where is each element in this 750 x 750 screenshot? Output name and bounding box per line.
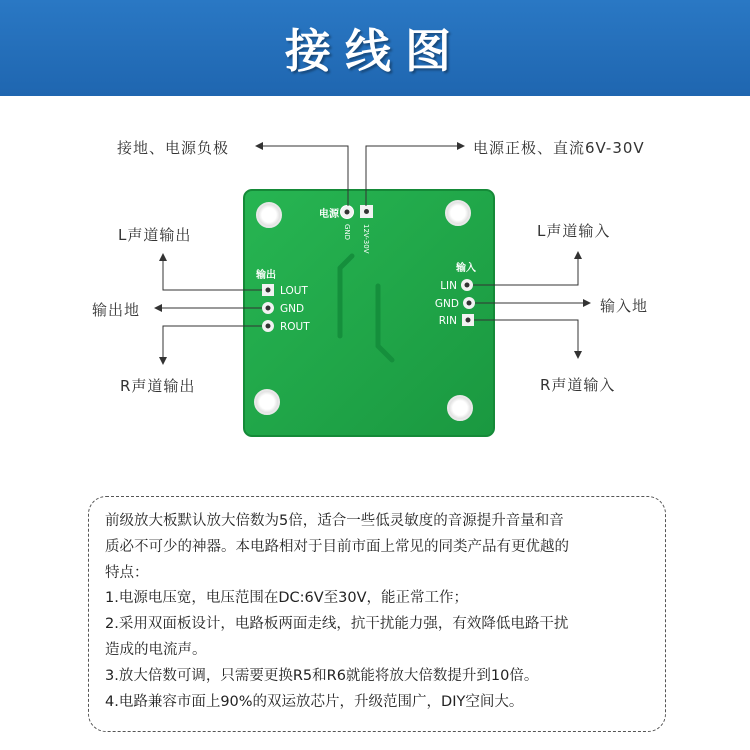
description-line: 4.电路兼容市面上90%的双运放芯片，升级范围广，DIY空间大。 <box>105 693 524 710</box>
output-pads <box>262 284 274 332</box>
description-box <box>88 496 666 732</box>
callout-r-out: R声道输出 <box>120 377 196 395</box>
description-line: 2.采用双面板设计，电路板两面走线，抗干扰能力强，有效降低电路干扰 <box>105 616 569 633</box>
page-title: 接线图 <box>285 24 465 78</box>
description-line: 1.电源电压宽，电压范围在DC:6V至30V，能正常工作； <box>105 590 469 607</box>
silk-lout: LOUT <box>280 285 308 297</box>
callout-power-positive: 电源正极、直流6V-30V <box>473 139 645 157</box>
silk-rout: ROUT <box>280 321 310 333</box>
silk-out-gnd: GND <box>280 303 305 315</box>
callout-out-gnd: 输出地 <box>92 301 141 319</box>
silk-in-gnd: GND <box>434 298 459 310</box>
callout-power-negative: 接地、电源负极 <box>117 139 230 157</box>
input-pads <box>461 279 475 326</box>
description-line: 造成的电流声。 <box>105 641 207 658</box>
callout-r-in: R声道输入 <box>540 376 616 394</box>
wiring-diagram <box>0 96 750 496</box>
silk-input-label: 输入 <box>456 263 476 274</box>
description-line: 3.放大倍数可调，只需要更换R5和R6就能将放大倍数提升到10倍。 <box>105 667 539 684</box>
callout-l-out: L声道输出 <box>118 226 192 244</box>
silk-power-label: 电源 <box>319 209 339 220</box>
silk-voltage-label: 12V-30V <box>362 224 370 254</box>
callout-in-gnd: 输入地 <box>600 297 649 315</box>
callout-l-in: L声道输入 <box>537 222 611 240</box>
silk-rin: RIN <box>438 315 457 327</box>
silk-lin: LIN <box>440 280 457 292</box>
header-banner <box>0 0 750 96</box>
description-line: 前级放大板默认放大倍数为5倍，适合一些低灵敏度的音源提升音量和音 <box>105 513 564 529</box>
silk-output-label: 输出 <box>256 270 276 281</box>
description-line: 质必不可少的神器。本电路相对于目前市面上常见的同类产品有更优越的 <box>105 538 569 555</box>
description-line: 特点： <box>105 564 149 581</box>
silk-gnd-label: GND <box>343 224 351 241</box>
